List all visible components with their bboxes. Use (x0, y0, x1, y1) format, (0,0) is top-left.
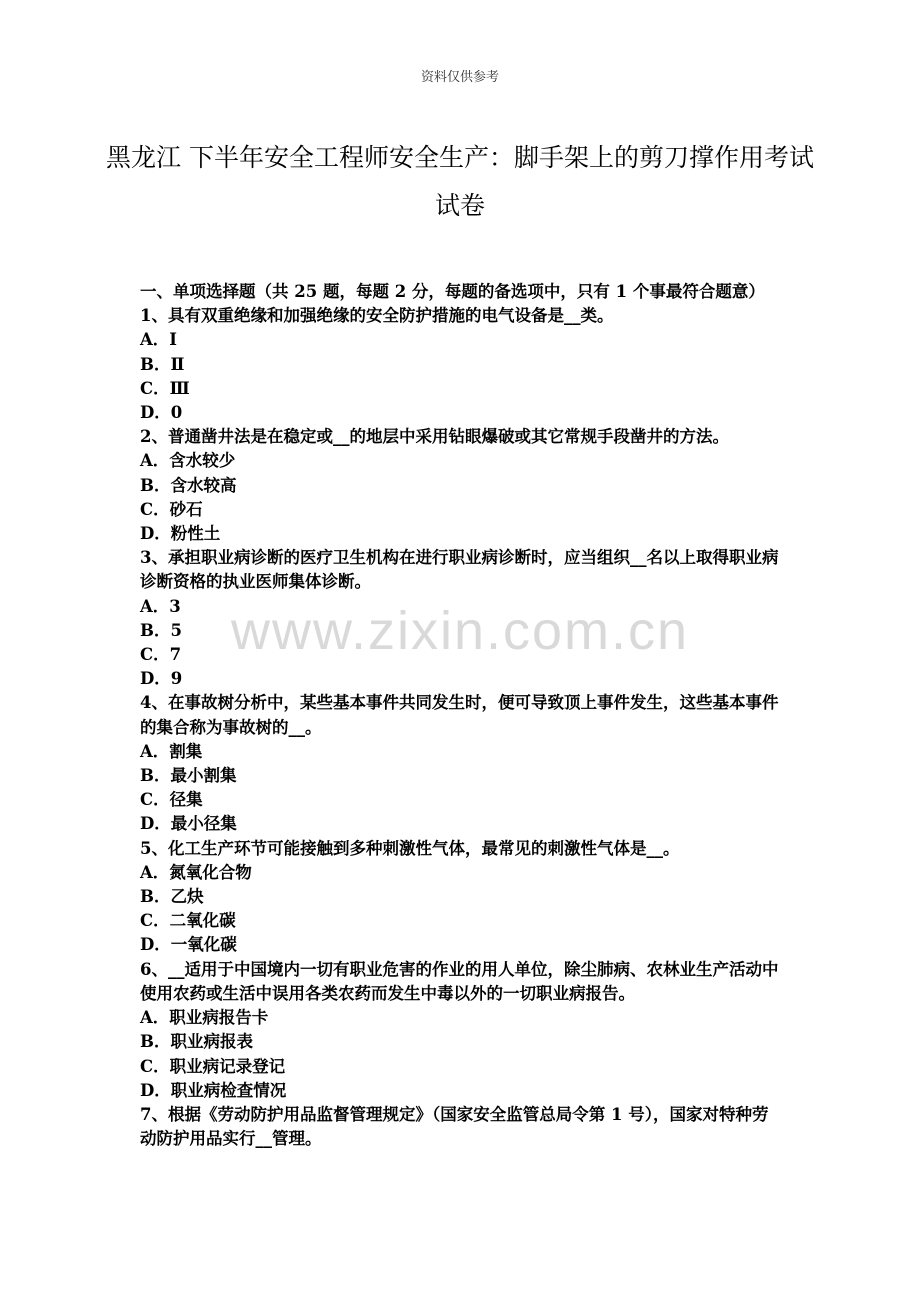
question-item (140, 958, 782, 1103)
answer-option: B．职业病报表 (140, 1032, 253, 1052)
watermark: www.zixin.com.cn (230, 601, 690, 661)
question-item (140, 691, 782, 836)
question-item (140, 304, 782, 425)
question-stem: 6、__适用于中国境内一切有职业危害的作业的用人单位，除尘肺病、农林业生产活动中使用农药或生活中误用各类农药而发生中毒以外的一切职业病报告。 (140, 959, 779, 1003)
answer-option: A．3 (140, 596, 181, 616)
question-stem: 2、普通凿井法是在稳定或__的地层中采用钻眼爆破或其它常规手段凿井的方法。 (140, 427, 729, 447)
answer-option: C．砂石 (140, 499, 203, 519)
answer-option: C．7 (140, 645, 182, 665)
answer-option: B．5 (140, 620, 182, 640)
answer-option: C．职业病记录登记 (140, 1056, 286, 1076)
question-item (140, 546, 782, 691)
answer-option: C．二氧化碳 (140, 911, 236, 931)
header-note: 资料仅供参考 (420, 70, 499, 85)
answer-option: D．粉性土 (140, 524, 221, 544)
page-title: 黑龙江 下半年安全工程师安全生产：脚手架上的剪刀撑作用考试试卷 (106, 143, 814, 220)
question-list (140, 304, 782, 1151)
answer-option: C．径集 (140, 790, 203, 810)
answer-option: C．Ⅲ (140, 378, 190, 398)
answer-option: A．Ⅰ (140, 330, 178, 350)
answer-option: D．最小径集 (140, 814, 237, 834)
answer-option: A．割集 (140, 741, 203, 761)
answer-option: A．含水较少 (140, 451, 236, 471)
answer-option: B．Ⅱ (140, 354, 185, 374)
answer-option: D．9 (140, 669, 183, 689)
question-stem: 4、在事故树分析中，某些基本事件共同发生时，便可导致顶上事件发生，这些基本事件的集合称为事故树的__。 (140, 693, 779, 737)
question-item (140, 1103, 782, 1151)
answer-option: D．一氧化碳 (140, 935, 237, 955)
answer-option: A．职业病报告卡 (140, 1008, 269, 1028)
question-stem: 5、化工生产环节可能接触到多种刺激性气体，最常见的刺激性气体是__。 (140, 838, 680, 858)
question-item (140, 837, 782, 958)
answer-option: A．氮氧化合物 (140, 862, 252, 882)
question-item (140, 425, 782, 546)
answer-option: D．职业病检查情况 (140, 1080, 287, 1100)
question-stem: 3、承担职业病诊断的医疗卫生机构在进行职业病诊断时，应当组织__名以上取得职业病诊断资格的执业医师集体诊断。 (140, 548, 779, 592)
exam-content (140, 280, 782, 1151)
section-heading: 一、单项选择题（共 25 题，每题 2 分，每题的备选项中，只有 1 个事最符合题意） (140, 282, 765, 301)
question-stem: 1、具有双重绝缘和加强绝缘的安全防护措施的电气设备是__类。 (140, 306, 614, 326)
answer-option: B．最小割集 (140, 766, 237, 786)
answer-option: B．乙炔 (140, 887, 204, 907)
answer-option: D．0 (140, 403, 183, 423)
answer-option: B．含水较高 (140, 475, 237, 495)
question-stem: 7、根据《劳动防护用品监督管理规定》（国家安全监管总局令第 1 号），国家对特种劳动防护用品实行__管理。 (140, 1104, 769, 1149)
